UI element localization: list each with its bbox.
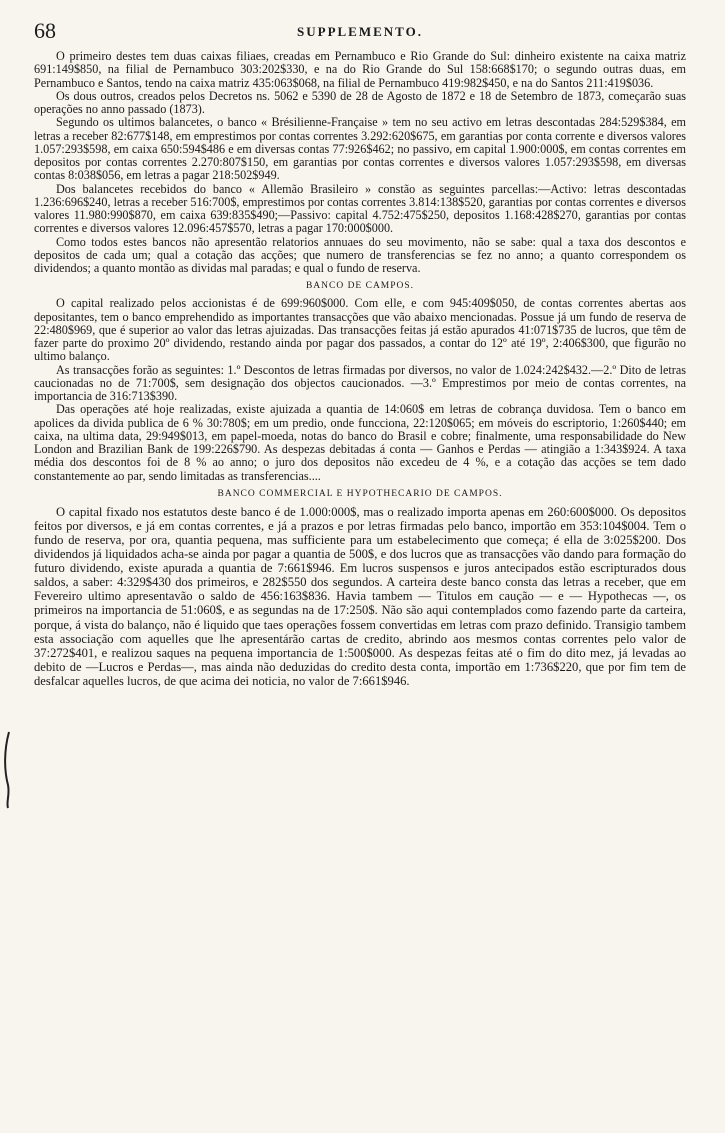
paragraph: As transacções forão as seguintes: 1.º Descontos de letras firmadas por diversos, no valor de 1.024:242$432.—2.º Dito de letras caucionadas no de 71:700$, sem designação dos objectos caucionados. —3.º Emprestimos por meio de contas correntes, na importancia de 316:713$390. bbox=[34, 362, 686, 403]
paragraph: Segundo os ultimos balancetes, o banco « Brésilienne-Française » tem no seu activo em letras descontadas 284:529$384, em letras a receber 82:677$148, em emprestimos por contas correntes 3.292:620$675, em garantias por conta corrente e diversos valores 1.057:293$598, em caixa 650:594$486 e em diversas contas 77:926$462; no passivo, em capital 1.900:000$, em contas correntes em depositos por contas correntes 2.270:807$150, em garantias por contas correntes e diversos valores 1.057:293$598, em diversas contas 8:038$056, em letras a pagar 218:502$949. bbox=[34, 115, 686, 183]
section-heading: BANCO DE CAMPOS. bbox=[305, 281, 415, 292]
paragraph: O capital fixado nos estatutos deste banco é de 1.000:000$, mas o realizado importa apenas em 260:600$000. Os depositos feitos por diversos, e já em contas correntes, e já a prazos e por letras firmadas pelo banco, importão em 353:104$004. Tem o fundo de reserva, por ora, quantia pequena, mas sufficiente para um estabelecimento que começa; é ella de 3:025$200. Dos dividendos já liquidados acha-se ainda por pagar a quantia de 500$, e dos lucros que as transacções vão dando para formação do futuro dividendo, existe apurada a quantia de 7:661$946. Em lucros suspensos e juros antecipados estão escripturados dous saldos, a saber: 4:329$430 dos primeiros, e 282$550 dos segundos. A carteira deste banco consta das letras a receber, que em Fevereiro ultimo apresentavão o saldo de 456:163$836. Havia tambem — Titulos em caução — e — Hypothecas —, os primeiros na importancia de 51:060$, e as segundas na de 17:250$. Não são aqui contemplados como fazendo parte da carteira, porque, á vista do balanço, não é liquido que taes operações fossem convertidas em letras com prazo definido. Transigio tambem esta associação com aquelles que lhe apresentárão cartas de credito, abrindo aos mesmos contas correntes pelo valor de 37:272$401, e realizou saques na pequena importancia de 1:500$000. As despezas feitas até o fim do dito mez, já levadas ao debito de —Lucros e Perdas—, mas ainda não deduzidas do credito desta conta, importão em 1:736$220, que por fim tem de desfalcar aquelles lucros, de que acima dei noticia, no valor de 7:661$946. bbox=[34, 504, 686, 688]
running-title: SUPPLEMENTO. bbox=[297, 24, 423, 39]
paragraph: Dos balancetes recebidos do banco « Allemão Brasileiro » constão as seguintes parcellas:—Activo: letras descontadas 1.236:696$240, letras a receber 516:700$, emprestimos por contas correntes 3.814:138$520, garantias por contas correntes e diversos valores 11.980:990$870, em caixa 639:835$490;—Passivo: capital 4.752:475$250, depositos 1.168:428$270, garantias por contas correntes e diversos valores 12.096:457$570, letras a pagar 170:000$000. bbox=[34, 181, 686, 236]
document-page bbox=[34, 20, 686, 688]
paragraph: Das operações até hoje realizadas, existe ajuizada a quantia de 14:060$ em letras de cobrança duvidosa. Tem o banco em apolices da divida publica de 6 % 30:780$; em um predio, onde funcciona, 22:120$065; em móveis do escriptorio, 1:260$440; em caixa, na ultima data, 29:949$013, em papel-moeda, notas do banco do Brasil e cobre; finalmente, uma responsabilidade do New London and Brazilian Bank de 199:226$790. As despezas debitadas á conta — Ganhos e Perdas — atingião a 1:343$924. A taxa média dos descontos foi de 8 % ao anno; o juro dos depositos não excedeu de 4 %, e a cotação das acções se tem dado constantemente ao par, sendo limitadas as transferencias.... bbox=[34, 402, 686, 483]
paragraph: O primeiro destes tem duas caixas filiaes, creadas em Pernambuco e Rio Grande do Sul: dinheiro existente na caixa matriz 691:149$850, na filial de Pernambuco 303:202$330, e na do Rio Grande do Sul 158:668$170; o segundo outras duas, em Pernambuco e Santos, tendo na caixa matriz 435:063$068, na filial de Pernambuco 419:982$450, e na do Santos 211:419$036. bbox=[34, 49, 686, 90]
intro-section bbox=[34, 50, 686, 275]
paragraph: Os dous outros, creados pelos Decretos ns. 5062 e 5390 de 28 de Agosto de 1872 e 18 de Setembro de 1873, começarão suas operações no anno passado (1873). bbox=[34, 88, 686, 116]
section-heading: BANCO COMMERCIAL E HYPOTHECARIO DE CAMPOS. bbox=[217, 488, 503, 499]
section-banco-commercial bbox=[34, 487, 686, 688]
section-banco-de-campos bbox=[34, 279, 686, 483]
page-header bbox=[34, 20, 686, 42]
binding-mark-icon bbox=[2, 730, 12, 810]
paragraph: Como todos estes bancos não apresentão relatorios annuaes do seu movimento, não se sabe: qual a taxa dos descontos e depositos de cada um; qual a cotação das acções; que numero de transferencias se fez no anno; a quanto correspondem os dividendos; a quanto montão as dividas mal paradas; e qual o fundo de reserva. bbox=[34, 234, 686, 275]
paragraph: O capital realizado pelos accionistas é de 699:960$000. Com elle, e com 945:409$050, de contas correntes abertas aos depositantes, tem o banco emprehendido as importantes transacções que vão abaixo mencionadas. Possue já um fundo de reserva de 22:480$969, que é superior ao valor das letras ajuizadas. Das transacções feitas já estão apurados 41:071$735 de lucros, que têm de fazer parte do proximo 20º dividendo, restando ainda por pagar dos passados, a contar do 12º até 19º, 2:406$300, que figurão no ultimo balanço. bbox=[34, 296, 686, 364]
page-number: 68 bbox=[34, 18, 56, 43]
